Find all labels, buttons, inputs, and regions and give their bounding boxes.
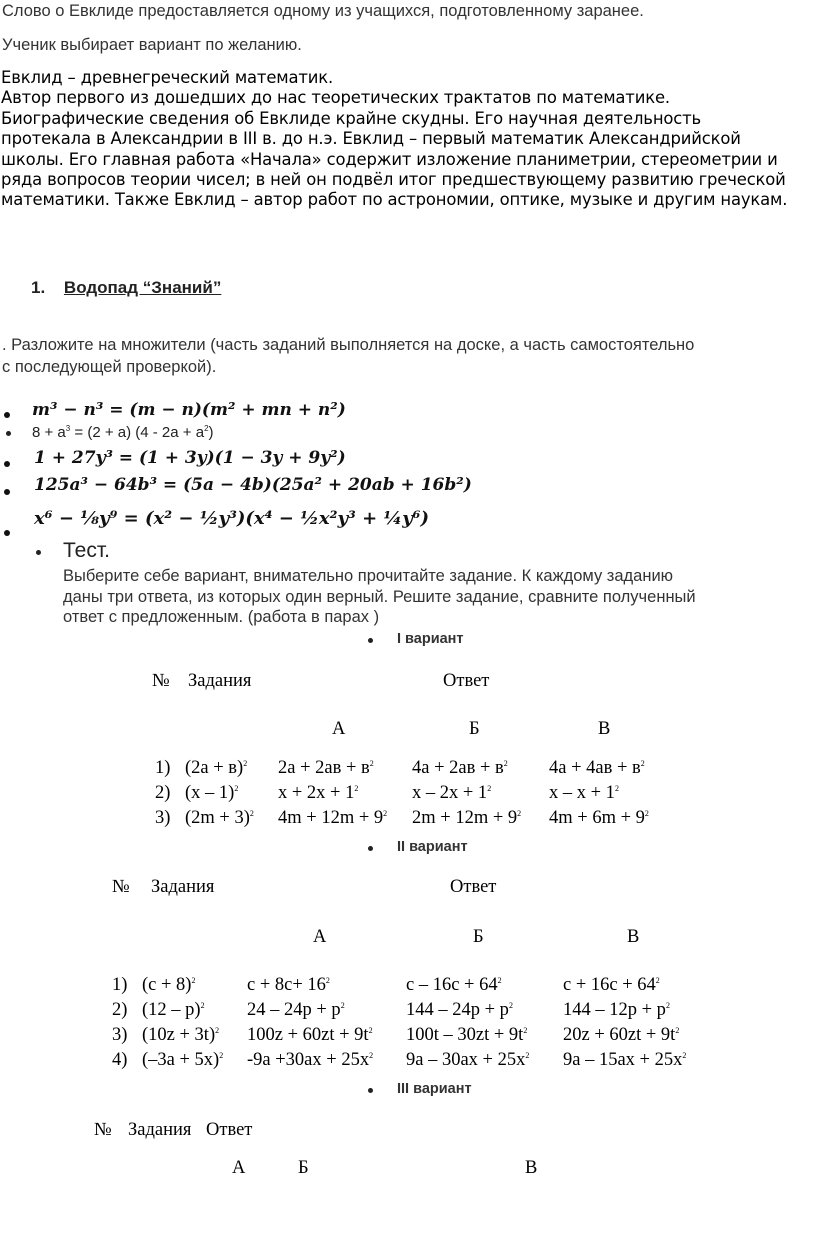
test-description: Выберите себе вариант, внимательно прочитайте задание. К каждому заданию даны три ответа, из которых один верный. Решите задание, сравните полученный ответ с предложенным. (работа в парах ) bbox=[63, 567, 696, 626]
v1-head-num: № bbox=[152, 671, 170, 691]
row-task: (12 – p)$^2$ bbox=[142, 1000, 205, 1020]
v3-col-c: В bbox=[525, 1158, 538, 1178]
row-task: $(-3a + 5x)^2$ bbox=[142, 1050, 224, 1070]
row-task: $(2m + 3)^2$ bbox=[185, 808, 254, 828]
v3-head-answer: Ответ bbox=[206, 1120, 253, 1140]
v1-head-answer: Ответ bbox=[443, 671, 490, 691]
bio-line: Евклид – древнегреческий математик. bbox=[1, 68, 334, 87]
answer-b: $9a - 30ax + 25x^2$ bbox=[406, 1050, 530, 1070]
section-heading bbox=[31, 278, 221, 298]
answer-c: $20z + 60zt + 9t^2$ bbox=[563, 1025, 680, 1045]
row-number: 3) bbox=[112, 1025, 128, 1045]
answer-a: $24 - 24p + p^2$ bbox=[247, 1000, 345, 1020]
formula-2: $8 + a^3 = (2 + a)$ $(4 - 2a + a^2)$ bbox=[32, 424, 214, 441]
answer-a: $х + 2х + 1^2$ bbox=[278, 783, 359, 803]
variant-3-title: III вариант bbox=[397, 1081, 472, 1097]
answer-b: $100t - 30zt + 9t^2$ bbox=[406, 1025, 528, 1045]
v2-head-answer: Ответ bbox=[450, 877, 497, 897]
v3-col-b: Б bbox=[298, 1158, 309, 1178]
v1-head-task: Задания bbox=[188, 671, 252, 691]
answer-a: $100z + 60zt + 9t^2$ bbox=[247, 1025, 373, 1045]
intro-line-2: Ученик выбирает вариант по желанию. bbox=[2, 36, 302, 54]
answer-b: $144 - 24p + p^2$ bbox=[406, 1000, 513, 1020]
bio-line: протекала в Александрии в III в. до н.э. Евклид – первый математик Александрийской bbox=[1, 129, 741, 149]
row-number: 3) bbox=[155, 808, 171, 828]
row-task: (х – 1)$^2$ bbox=[185, 783, 239, 803]
row-number: 2) bbox=[155, 783, 171, 803]
bullet-icon bbox=[4, 412, 10, 418]
answer-c: $144 - 12p + p^2$ bbox=[563, 1000, 670, 1020]
bullet-icon bbox=[368, 1088, 373, 1093]
test-title: Тест. bbox=[63, 539, 110, 562]
formula-1: m³ − n³ = (m − n)(m² + mn + n²) bbox=[32, 400, 346, 420]
bio-line: Биографические сведения об Евклиде крайне скудны. Его научная деятельность bbox=[1, 108, 702, 128]
bullet-icon bbox=[4, 530, 10, 536]
v1-col-b: Б bbox=[469, 719, 480, 739]
answer-c: $4m + 6m + 9^2$ bbox=[549, 808, 649, 828]
answer-a: $-9a +30ax + 25x^2$ bbox=[247, 1050, 374, 1070]
v2-col-a: А bbox=[313, 927, 327, 947]
bio-line: Автор первого из дошедших до нас теоретических трактатов по математике. bbox=[1, 88, 670, 108]
v2-head-num: № bbox=[112, 877, 130, 897]
v2-head-task: Задания bbox=[151, 877, 215, 897]
v3-col-a: А bbox=[232, 1158, 246, 1178]
answer-b: $c - 16c + 64^2$ bbox=[406, 975, 502, 995]
section-number: 1. bbox=[31, 278, 46, 297]
task-text bbox=[2, 335, 694, 378]
v1-col-c: В bbox=[598, 719, 611, 739]
v2-col-c: В bbox=[627, 927, 640, 947]
bullet-icon bbox=[4, 489, 10, 495]
bullet-icon bbox=[368, 638, 373, 643]
v2-col-b: Б bbox=[473, 927, 484, 947]
row-task: $(2а + в)^2$ bbox=[185, 758, 248, 778]
v1-col-a: А bbox=[332, 719, 346, 739]
answer-a: $2а + 2ав + в^2$ bbox=[278, 758, 374, 778]
intro-line-1: Слово о Евклиде предоставляется одному из учащихся, подготовленному заранее. bbox=[2, 2, 644, 20]
answer-b: $х - 2х + 1^2$ bbox=[412, 783, 492, 803]
v3-head-task: Задания bbox=[128, 1120, 192, 1140]
answer-a: $c + 8c+ 16^2$ bbox=[247, 975, 330, 995]
task-line-2: с последующей проверкой). bbox=[2, 357, 217, 376]
section-title: Водопад “Знаний” bbox=[63, 278, 222, 297]
row-task: $(c + 8)^2$ bbox=[142, 975, 196, 995]
variant-2-title: II вариант bbox=[397, 839, 468, 855]
bullet-icon bbox=[368, 846, 373, 851]
formula-3: 1 + 27y³ = (1 + 3y)(1 − 3y + 9y²) bbox=[34, 448, 346, 468]
answer-c: $c + 16c + 64^2$ bbox=[563, 975, 660, 995]
answer-b: $4а + 2ав + в^2$ bbox=[412, 758, 508, 778]
answer-c: $х - х + 1^2$ bbox=[549, 783, 619, 803]
formula-4: 125a³ − 64b³ = (5a − 4b)(25a² + 20ab + 16b²) bbox=[34, 475, 472, 495]
bio-line: математики. Также Евклид – автор работ по астрономии, оптике, музыке и другим наукам. bbox=[1, 190, 788, 210]
bio-line: школы. Его главная работа «Начала» содержит изложение планиметрии, стереометрии и bbox=[1, 149, 778, 169]
bio-line: ряда вопросов теории чисел; в ней он подвёл итог предшествующему развитию греческой bbox=[1, 170, 786, 190]
task-line-1: . Разложите на множители (часть заданий выполняется на доске, а часть самостоятельно bbox=[2, 336, 695, 354]
row-number: 4) bbox=[112, 1050, 128, 1070]
answer-c: $9a - 15ax + 25x^2$ bbox=[563, 1050, 687, 1070]
row-number: 1) bbox=[155, 758, 171, 778]
euclid-bio bbox=[1, 68, 787, 211]
bullet-icon bbox=[4, 461, 10, 467]
row-task: $(10z + 3t)^2$ bbox=[142, 1025, 220, 1045]
bullet-icon bbox=[36, 550, 41, 555]
answer-c: $4а + 4ав + в^2$ bbox=[549, 758, 645, 778]
answer-a: $4m + 12m + 9^2$ bbox=[278, 808, 388, 828]
answer-b: $2m + 12m + 9^2$ bbox=[412, 808, 522, 828]
v3-head-num: № bbox=[94, 1120, 112, 1140]
variant-1-title: I вариант bbox=[397, 631, 464, 647]
row-number: 2) bbox=[112, 1000, 128, 1020]
row-number: 1) bbox=[112, 975, 128, 995]
formula-5: x⁶ − ¹⁄₈y⁹ = (x² − ½y³)(x⁴ − ½x²y³ + ¼y⁶) bbox=[34, 508, 430, 529]
bullet-icon bbox=[6, 431, 11, 436]
